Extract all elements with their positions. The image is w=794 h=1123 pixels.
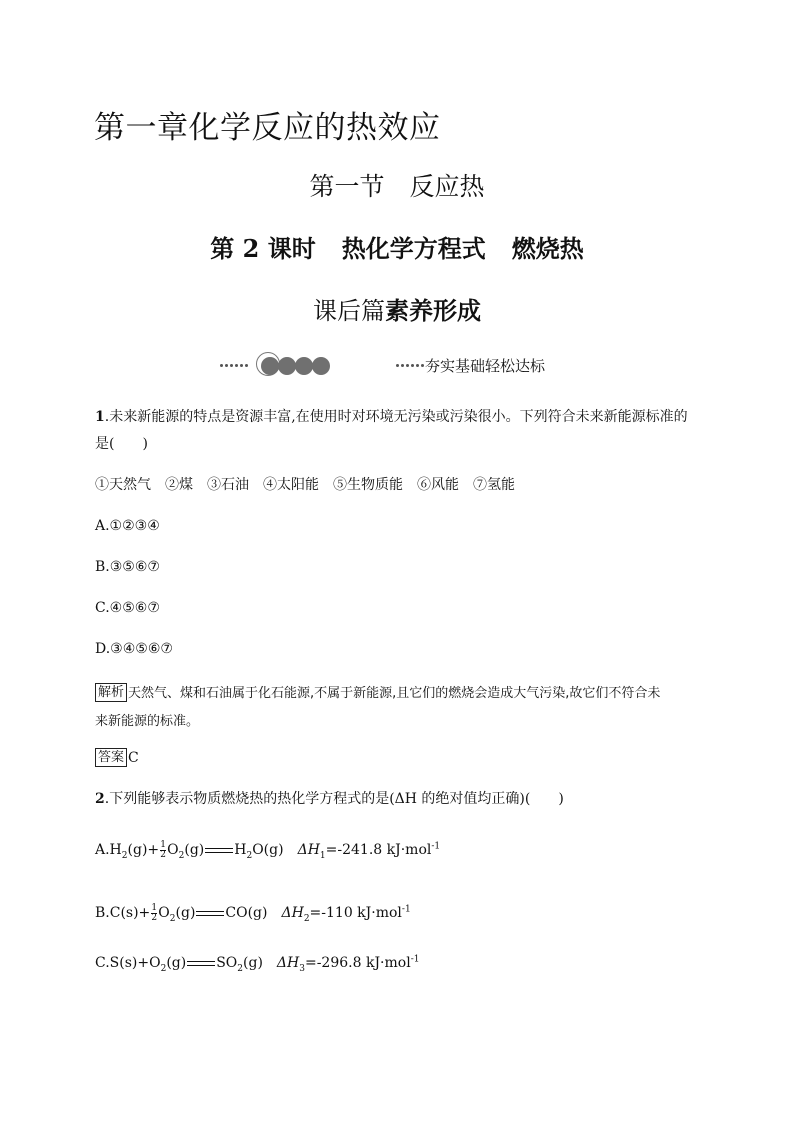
answer-tag: 答案	[95, 748, 127, 767]
analysis-line2: 来新能源的标准。	[95, 714, 200, 729]
lesson-topic-1: 热化学方程式	[341, 234, 486, 263]
level-banner	[220, 348, 590, 382]
equals-arrow-icon	[205, 848, 233, 853]
question-2-stem	[95, 786, 564, 813]
question-1-stem-line2: 是( )	[95, 436, 148, 452]
equals-arrow-icon	[187, 961, 215, 966]
question-1-answer	[95, 745, 139, 772]
question-1-analysis	[95, 680, 660, 736]
question-1-option-a: A.①②③④	[95, 518, 160, 534]
after-class-title	[0, 291, 794, 326]
lesson-number: 第 2 课时	[210, 234, 316, 263]
level-label: 夯实基础轻松达标	[425, 357, 546, 375]
lesson-topic-2: 燃烧热	[511, 234, 584, 263]
dots-right	[396, 364, 424, 368]
question-1-option-d: D.③④⑤⑥⑦	[95, 641, 173, 657]
answer-value: C	[128, 750, 139, 766]
equals-arrow-icon	[196, 911, 224, 916]
question-2-stem-text: .下列能够表示物质燃烧热的热化学方程式的是(ΔH 的绝对值均正确)( )	[104, 791, 564, 807]
after-class-prefix: 课后篇	[313, 297, 385, 325]
question-1-option-c: C.④⑤⑥⑦	[95, 600, 160, 616]
question-1-stem-line1: .未来新能源的特点是资源丰富,在使用时对环境无污染或污染很小。下列符合未来新能源标准的	[104, 409, 688, 425]
question-2-option-a: $A.H_2(g)+$ $\frac{1}{2}$ $O_2(g)$ $H_2O(g)$ $\Delta H_1=-241.8$ kJ·mol$^{-1}$	[95, 839, 441, 861]
lesson-title	[0, 229, 794, 264]
question-2-option-b: B.C(s)+ $\frac{1}{2}$ $O_2(g)$ CO(g) $\Delta H_2=-110$ kJ·mol$^{-1}$	[95, 902, 411, 924]
fraction-half: $\frac{1}{2}$	[160, 839, 166, 860]
question-2-number: 2	[95, 791, 105, 807]
question-1-number: 1	[95, 409, 105, 425]
analysis-line1: 天然气、煤和石油属于化石能源,不属于新能源,且它们的燃烧会造成大气污染,故它们不符合未	[128, 686, 661, 701]
after-class-bold: 素养形成	[385, 296, 481, 325]
analysis-tag: 解析	[95, 683, 127, 702]
dots-left	[220, 364, 248, 368]
chapter-title: 第一章化学反应的热效应	[94, 110, 441, 146]
question-1-items: ①天然气 ②煤 ③石油 ④太阳能 ⑤生物质能 ⑥风能 ⑦氢能	[95, 477, 515, 493]
question-2-option-c: $C.S(s)+O_2(g)$ $SO_2(g)$ $\Delta H_3=-296.8$ kJ·mol$^{-1}$	[95, 954, 420, 974]
level-circles-icon	[256, 352, 336, 378]
fraction-half: $\frac{1}{2}$	[151, 902, 158, 923]
section-title: 第一节 反应热	[309, 172, 485, 201]
question-1-stem	[95, 404, 688, 458]
question-1-option-b: B.③⑤⑥⑦	[95, 559, 160, 575]
